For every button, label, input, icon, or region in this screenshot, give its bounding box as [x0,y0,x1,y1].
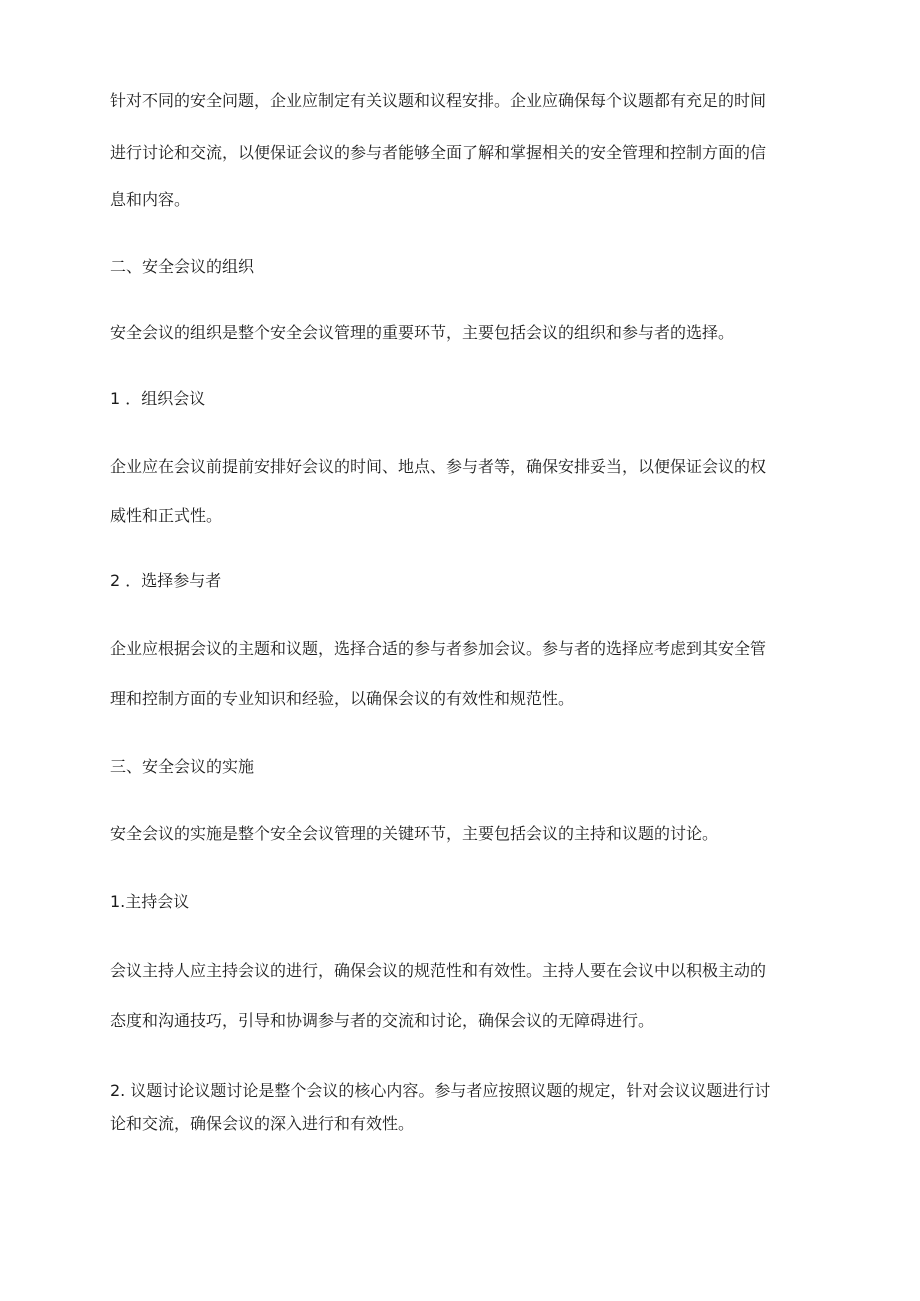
paragraph-line: 针对不同的安全问题，企业应制定有关议题和议程安排。企业应确保每个议题都有充足的时间 [110,91,767,110]
subsection-heading: 2 ．选择参与者 [110,571,222,590]
paragraph-line: 2. 议题讨论议题讨论是整个会议的核心内容。参与者应按照议题的规定，针对会议议题进行讨 [110,1081,771,1100]
paragraph-line: 理和控制方面的专业知识和经验，以确保会议的有效性和规范性。 [110,689,575,708]
paragraph-line: 态度和沟通技巧，引导和协调参与者的交流和讨论，确保会议的无障碍进行。 [110,1011,655,1030]
paragraph-line: 企业应在会议前提前安排好会议的时间、地点、参与者等，确保安排妥当，以便保证会议的权 [110,457,767,476]
section-heading: 二、安全会议的组织 [110,257,255,276]
paragraph-line: 安全会议的实施是整个安全会议管理的关键环节，主要包括会议的主持和议题的讨论。 [110,824,719,843]
subsection-heading: 1.主持会议 [110,892,190,911]
paragraph-line: 息和内容。 [110,190,191,209]
section-heading: 三、安全会议的实施 [110,757,255,776]
paragraph-line: 安全会议的组织是整个安全会议管理的重要环节，主要包括会议的组织和参与者的选择。 [110,323,735,342]
paragraph-line: 论和交流，确保会议的深入进行和有效性。 [110,1114,415,1133]
paragraph-line: 会议主持人应主持会议的进行，确保会议的规范性和有效性。主持人要在会议中以积极主动的 [110,961,767,980]
subsection-heading: 1 ．组织会议 [110,389,206,408]
paragraph-line: 企业应根据会议的主题和议题，选择合适的参与者参加会议。参与者的选择应考虑到其安全管 [110,639,767,658]
paragraph-line: 进行讨论和交流，以便保证会议的参与者能够全面了解和掌握相关的安全管理和控制方面的信 [110,143,767,162]
paragraph-line: 威性和正式性。 [110,506,223,525]
